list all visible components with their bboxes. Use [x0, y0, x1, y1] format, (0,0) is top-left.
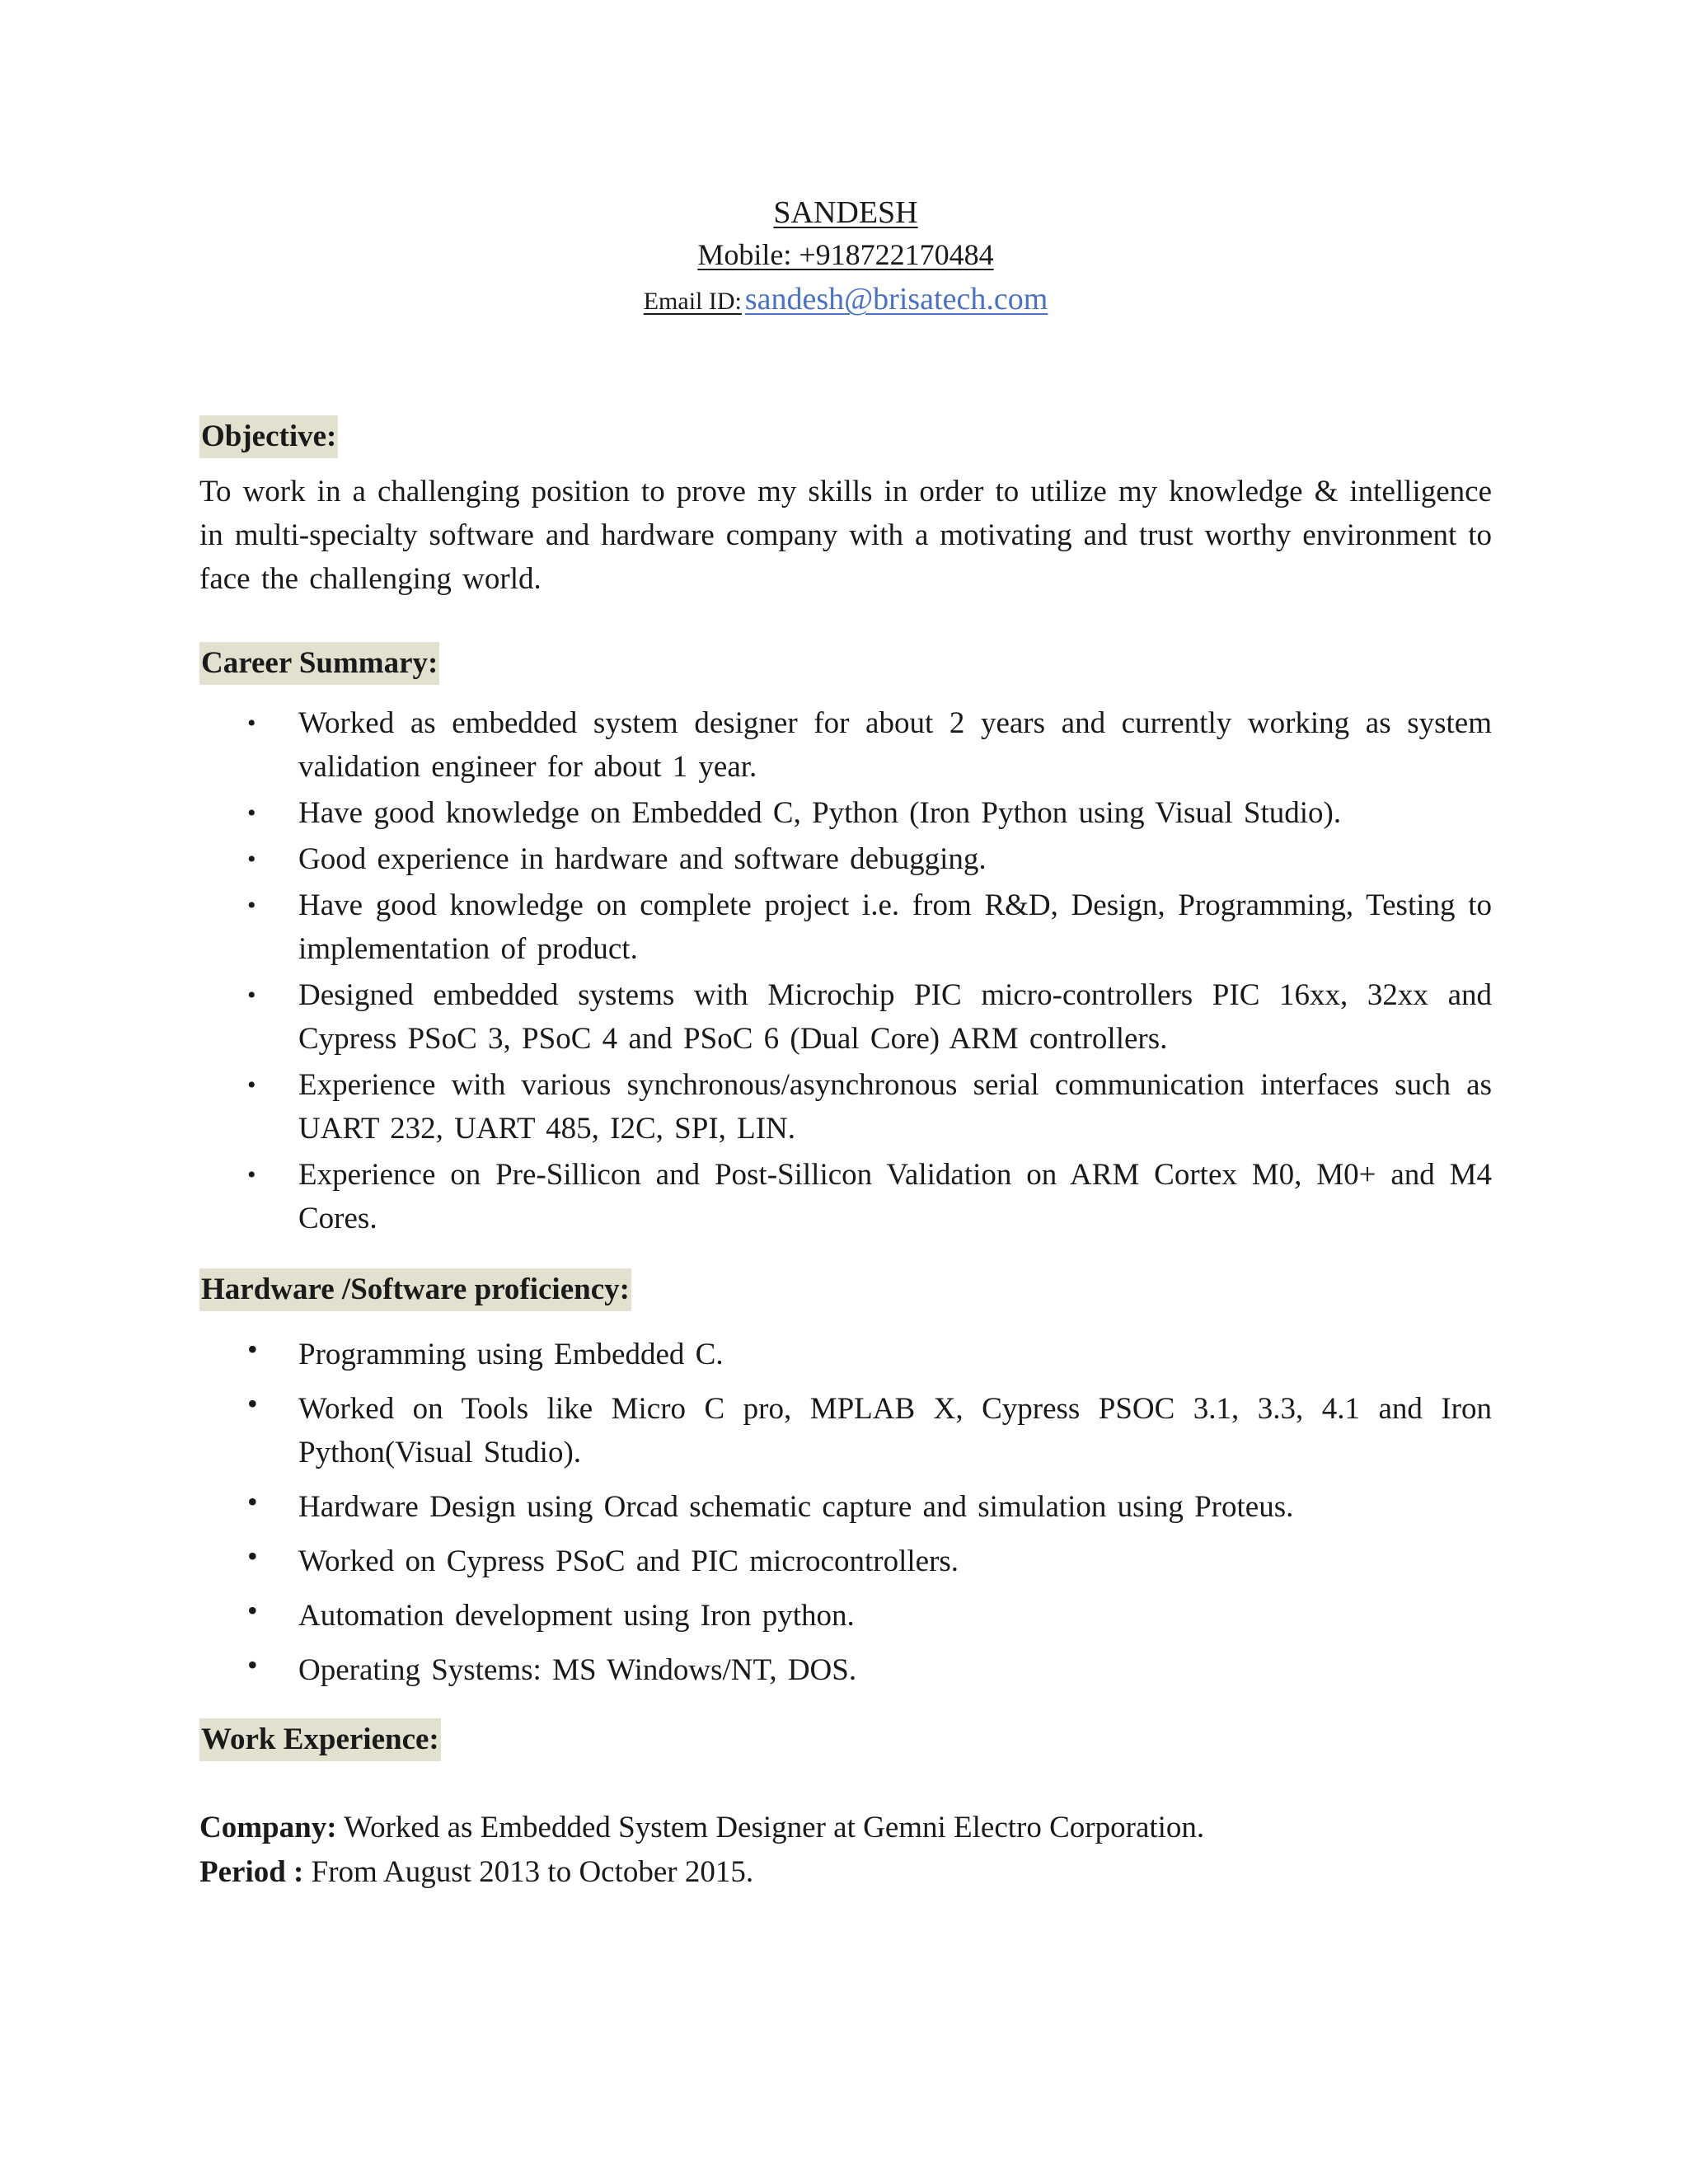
bullet-icon: •: [247, 1540, 258, 1572]
period-text: From August 2013 to October 2015.: [311, 1855, 754, 1889]
bullet-icon: •: [247, 1485, 258, 1518]
list-item: • Worked on Tools like Micro C pro, MPLAB X, Cypress PSOC 3.1, 3.3, 4.1 and Iron Python(Visual Studio).: [199, 1387, 1492, 1474]
work-experience-entry: [199, 1806, 1492, 1895]
email-link[interactable]: sandesh@brisatech.com: [744, 282, 1048, 316]
list-item: • Worked as embedded system designer for about 2 years and currently working as system validation engineer for about 1 year.: [199, 701, 1492, 789]
hw-sw-proficiency-list: [199, 1333, 1492, 1692]
list-item: • Experience on Pre-Sillicon and Post-Sillicon Validation on ARM Cortex M0, M0+ and M4 Cores.: [199, 1153, 1492, 1240]
period-line: [199, 1850, 1492, 1895]
bullet-icon: •: [247, 1648, 258, 1681]
list-item: • Have good knowledge on complete project i.e. from R&D, Design, Programming, Testing to implementation of product.: [199, 883, 1492, 971]
list-item: • Automation development using Iron python.: [199, 1594, 1492, 1638]
list-item: • Designed embedded systems with Microchip PIC micro-controllers PIC 16xx, 32xx and Cypress PSoC 3, PSoC 4 and PSoC 6 (Dual Core) ARM controllers.: [199, 973, 1492, 1061]
list-item: • Operating Systems: MS Windows/NT, DOS.: [199, 1648, 1492, 1692]
objective-heading: Objective:: [199, 415, 338, 458]
objective-text: To work in a challenging position to prove my skills in order to utilize my knowledge & intelligence in multi-specialty software and hardware company with a motivating and trust worthy environment to face the challenging world.: [199, 475, 1492, 596]
list-item: • Have good knowledge on Embedded C, Python (Iron Python using Visual Studio).: [199, 791, 1492, 835]
company-label: Company:: [199, 1811, 337, 1844]
bullet-icon: •: [247, 799, 256, 827]
bullet-icon: •: [247, 846, 256, 873]
work-experience-heading: Work Experience:: [199, 1718, 441, 1761]
bullet-icon: •: [247, 982, 256, 1009]
career-summary-list: [199, 701, 1492, 1240]
list-item: • Programming using Embedded C.: [199, 1333, 1492, 1376]
email-label: Email ID:: [643, 288, 742, 315]
bullet-icon: •: [247, 1594, 258, 1627]
list-item: • Good experience in hardware and software debugging.: [199, 837, 1492, 881]
list-item: • Experience with various synchronous/asynchronous serial communication interfaces such as UART 232, UART 485, I2C, SPI, LIN.: [199, 1063, 1492, 1151]
career-summary-heading: Career Summary:: [199, 642, 439, 685]
bullet-icon: •: [247, 710, 256, 737]
mobile-number: Mobile: +918722170484: [697, 238, 994, 271]
period-label: Period :: [199, 1855, 304, 1889]
company-text: Worked as Embedded System Designer at Gemni Electro Corporation.: [344, 1811, 1205, 1844]
hw-sw-proficiency-heading: Hardware /Software proficiency:: [199, 1268, 631, 1311]
resume-header: [199, 191, 1492, 328]
bullet-icon: •: [247, 1387, 258, 1420]
company-line: [199, 1806, 1492, 1850]
list-item: • Worked on Cypress PSoC and PIC microcontrollers.: [199, 1540, 1492, 1583]
bullet-icon: •: [247, 1161, 256, 1188]
bullet-icon: •: [247, 892, 256, 919]
bullet-icon: •: [247, 1333, 258, 1366]
list-item: • Hardware Design using Orcad schematic capture and simulation using Proteus.: [199, 1485, 1492, 1529]
bullet-icon: •: [247, 1071, 256, 1099]
resume-content: [199, 191, 1492, 1895]
candidate-name: SANDESH: [773, 195, 918, 230]
